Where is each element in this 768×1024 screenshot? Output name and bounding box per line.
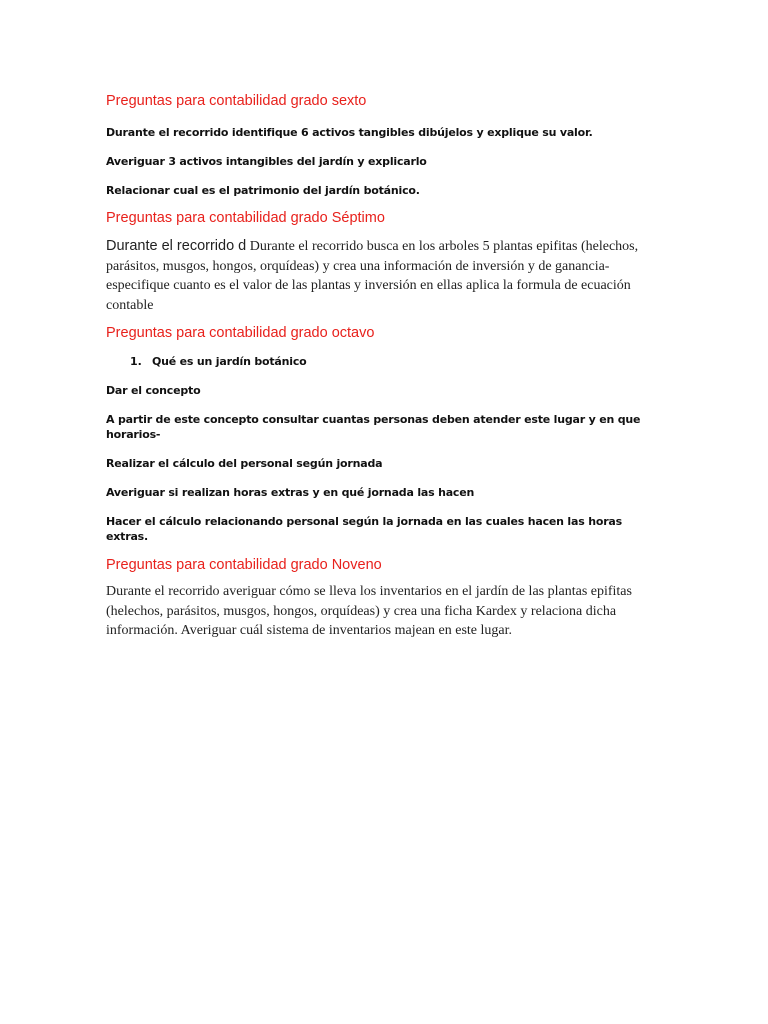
octavo-numbered-item: [106, 354, 666, 369]
sexto-item-2: Averiguar 3 activos intangibles del jardín y explicarlo: [106, 155, 427, 168]
septimo-lead: Durante el recorrido d: [106, 238, 247, 254]
sexto-item-1: Durante el recorrido identifique 6 activos tangibles dibújelos y explique su valor.: [106, 126, 593, 139]
document-content: [106, 88, 666, 641]
septimo-paragraph: [106, 237, 666, 315]
list-item-text: Qué es un jardín botánico: [152, 355, 307, 368]
octavo-item-4: Averiguar si realizan horas extras y en qué jornada las hacen: [106, 486, 475, 499]
list-number: 1.: [130, 355, 142, 368]
heading-noveno: Preguntas para contabilidad grado Noveno: [106, 557, 382, 573]
noveno-paragraph: Durante el recorrido averiguar cómo se lleva los inventarios en el jardín de las plantas epifitas (helechos, parásitos, musgos, hongos, orquídeas) y crea una ficha Kardex y relaciona dicha información. Averiguar cuál sistema de inventarios majean en este lugar.: [106, 584, 632, 638]
octavo-item-1: Dar el concepto: [106, 384, 201, 397]
octavo-item-2: A partir de este concepto consultar cuantas personas deben atender este lugar y en que horarios-: [106, 413, 641, 441]
heading-sexto: Preguntas para contabilidad grado sexto: [106, 93, 367, 109]
septimo-body: Durante el recorrido busca en los arboles 5 plantas epifitas (helechos, parásitos, musgos, hongos, orquídeas) y crea una información de inversión y de ganancia- especifique cuanto es el valor de las plantas y inversión en ellas aplica la formula de ecuación contable: [106, 239, 639, 313]
sexto-item-3: Relacionar cual es el patrimonio del jardín botánico.: [106, 184, 420, 197]
heading-octavo: Preguntas para contabilidad grado octavo: [106, 325, 375, 341]
octavo-item-3: Realizar el cálculo del personal según jornada: [106, 457, 383, 470]
octavo-item-5: Hacer el cálculo relacionando personal según la jornada en las cuales hacen las horas extras.: [106, 515, 622, 543]
heading-septimo: Preguntas para contabilidad grado Séptimo: [106, 210, 385, 226]
